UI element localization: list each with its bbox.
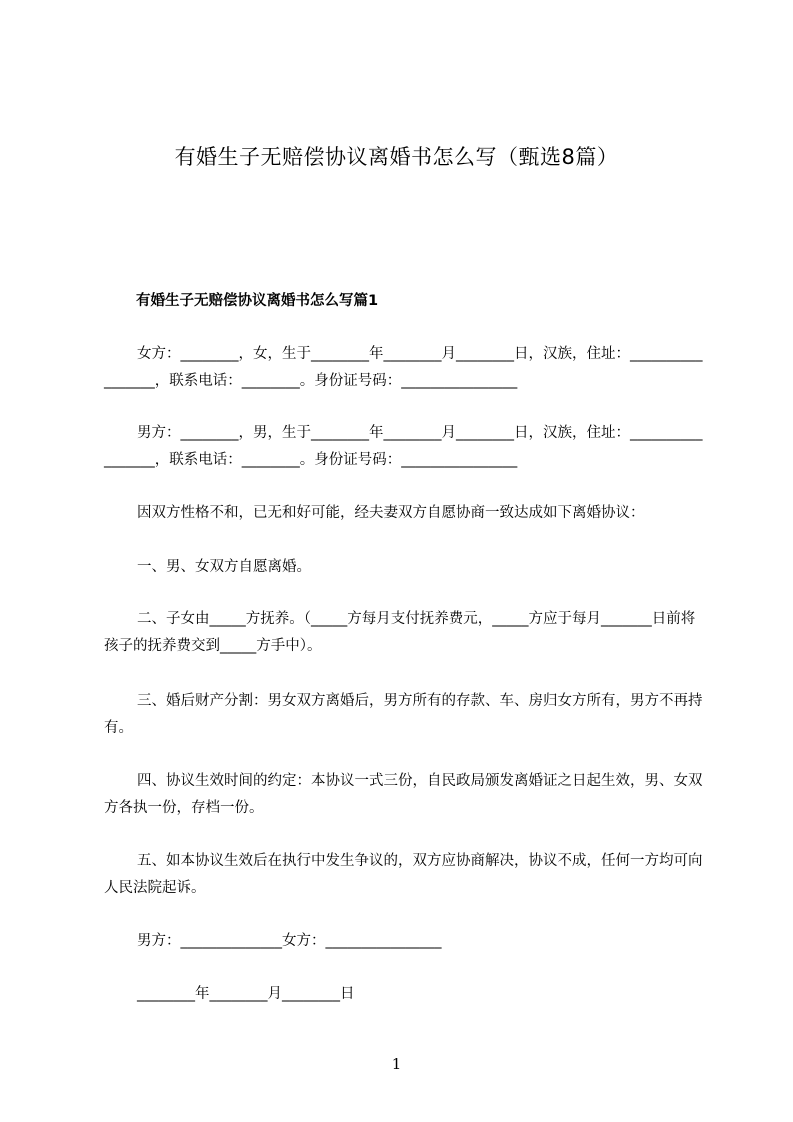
signature-line: 男方：______________女方：________________ [137, 933, 442, 949]
paragraph-male-party: 男方：________，男，生于________年________月________日，汉族，住址：_________________，联系电话：________。身份证号码：________________ [104, 425, 703, 468]
paragraph-clause-4: 四、协议生效时间的约定：本协议一式三份，自民政局颁发离婚证之日起生效，男、女双方各执一份，存档一份。 [104, 773, 703, 816]
paragraph-clause-2: 二、子女由_____方抚养。（_____方每月支付抚养费元，_____方应于每月_______日前将孩子的抚养费交到_____方手中）。 [104, 611, 696, 654]
paragraph-clause-5: 五、如本协议生效后在执行中发生争议的，双方应协商解决，协议不成，任何一方均可向人民法院起诉。 [104, 853, 703, 896]
date-line: ________年________月________日 [137, 986, 355, 1002]
paragraph-preamble: 因双方性格不和，已无和好可能，经夫妻双方自愿协商一致达成如下离婚协议： [137, 505, 645, 521]
paragraph-clause-1: 一、男、女双方自愿离婚。 [137, 559, 311, 575]
page-number: 1 [391, 1055, 402, 1073]
paragraph-clause-3: 三、婚后财产分割：男女双方离婚后，男方所有的存款、车、房归女方所有，男方不再持有。 [104, 693, 703, 736]
document-title: 有婚生子无赔偿协议离婚书怎么写（甄选8篇） [174, 145, 619, 169]
section-heading: 有婚生子无赔偿协议离婚书怎么写篇1 [136, 293, 379, 309]
paragraph-female-party: 女方：________，女，生于________年________月________日，汉族，住址：_________________，联系电话：________。身份证号码：________________ [104, 346, 703, 389]
